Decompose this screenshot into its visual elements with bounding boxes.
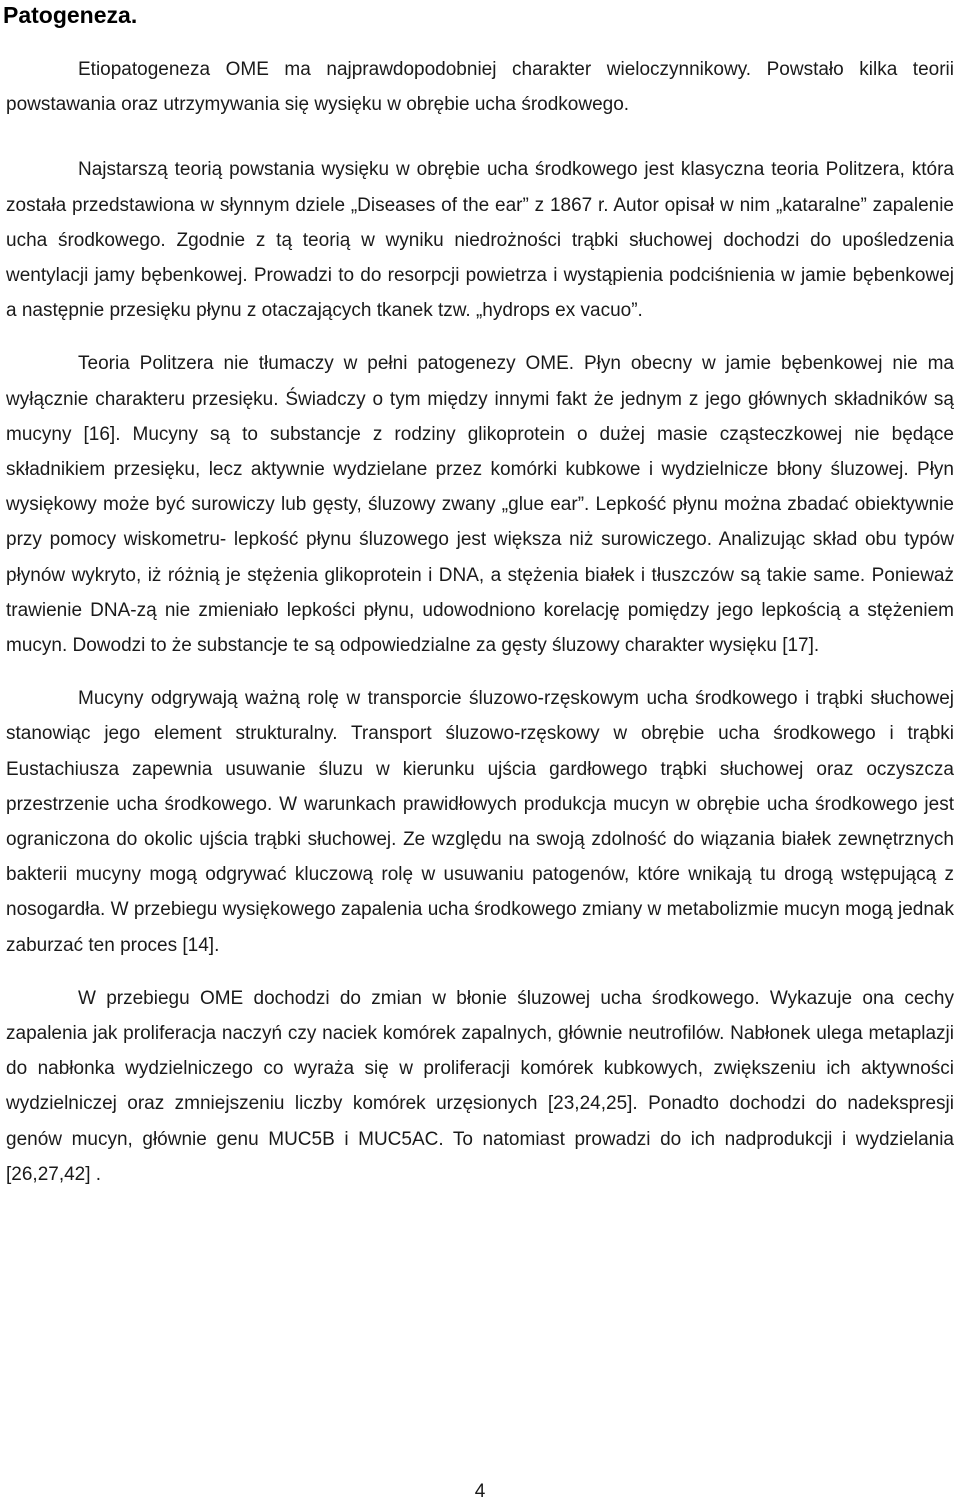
page-number: 4 bbox=[474, 1481, 486, 1502]
paragraph-mucociliary-transport: Mucyny odgrywają ważną rolę w transporcie śluzowo-rzęskowym ucha środkowego i trąbki słuchowej stanowiąc jego element strukturalny. Transport śluzowo-rzęskowy w obrębie ucha środkowego i trąbki Eustachiusza zapewnia usuwanie śluzu w kierunku ujścia gardłowego trąbki słuchowej oraz oczyszcza przestrzenie ucha środkowego. W warunkach prawidłowych produkcja mucyn w obrębie ucha środkowego jest ograniczona do okolic ujścia trąbki słuchowej. Ze względu na swoją zdolność do wiązania białek zewnętrznych bakterii mucyny mogą odgrywać kluczową rolę w usuwaniu patogenów, które wnikają tu drogą wstępującą z nosogardła. W przebiegu wysiękowego zapalenia ucha środkowego zmiany w metabolizmie mucyn mogą jednak zaburzać ten proces [14]. bbox=[6, 688, 954, 956]
paragraph-mucosa-changes: W przebiegu OME dochodzi do zmian w błonie śluzowej ucha środkowego. Wykazuje ona cechy zapalenia jak proliferacja naczyń czy naciek komórek zapalnych, głównie neutrofilów. Nabłonek ulega metaplazji do nabłonka wydzielniczego co wyraża się w proliferacji komórek kubkowych, zwiększeniu ich aktywności wydzielniczej oraz zmniejszeniu liczby komórek urzęsionych [23,24,25]. Ponadto dochodzi do nadekspresji genów mucyn, głównie genu MUC5B i MUC5AC. To natomiast prowadzi do ich nadprodukcji i wydzielania [26,27,42] . bbox=[6, 987, 954, 1185]
body-text bbox=[6, 52, 954, 1192]
paragraph-mucins-composition: Teoria Politzera nie tłumaczy w pełni patogenezy OME. Płyn obecny w jamie bębenkowej nie ma wyłącznie charakteru przesięku. Świadczy o tym między innymi fakt że jednym z jego głównych składników są mucyny [16]. Mucyny są to substancje z rodziny glikoprotein o dużej masie cząsteczkowej nie będące składnikiem przesięku, lecz aktywnie wydzielane przez komórki kubkowe i wydzielnicze błony śluzowej. Płyn wysiękowy może być surowiczy lub gęsty, śluzowy zwany „glue ear”. Lepkość płynu można zbadać obiektywnie przy pomocy wiskometru- lepkość płynu śluzowego jest większa niż surowiczego. Analizując skład obu typów płynów wykryto, iż różnią je stężenia glikoprotein i DNA, a stężenia białek i tłuszczów są takie same. Ponieważ trawienie DNA-zą nie zmieniało lepkości płynu, udowodniono korelację pomiędzy jego lepkością a stężeniem mucyn. Dowodzi to że substancje te są odpowiedzialne za gęsty śluzowy charakter wysięku [17]. bbox=[6, 353, 954, 657]
paragraph-politzer-theory: Najstarszą teorią powstania wysięku w obrębie ucha środkowego jest klasyczna teoria Politzera, która została przedstawiona w słynnym dziele „Diseases of the ear” z 1867 r. Autor opisał w nim „kataralne” zapalenie ucha środkowego. Zgodnie z tą teorią w wyniku niedrożności trąbki słuchowej dochodzi do upośledzenia wentylacji jamy bębenkowej. Prowadzi to do resorpcji powietrza i wystąpienia podciśnienia w jamie bębenkowej a następnie przesięku płynu z otaczających tkanek tzw. „hydrops ex vacuo”. bbox=[6, 159, 954, 322]
section-heading: Patogeneza. bbox=[3, 2, 138, 28]
paragraph-etiopatogeneza: Etiopatogeneza OME ma najprawdopodobniej charakter wieloczynnikowy. Powstało kilka teorii powstawania oraz utrzymywania się wysięku w obrębie ucha środkowego. bbox=[6, 59, 954, 116]
